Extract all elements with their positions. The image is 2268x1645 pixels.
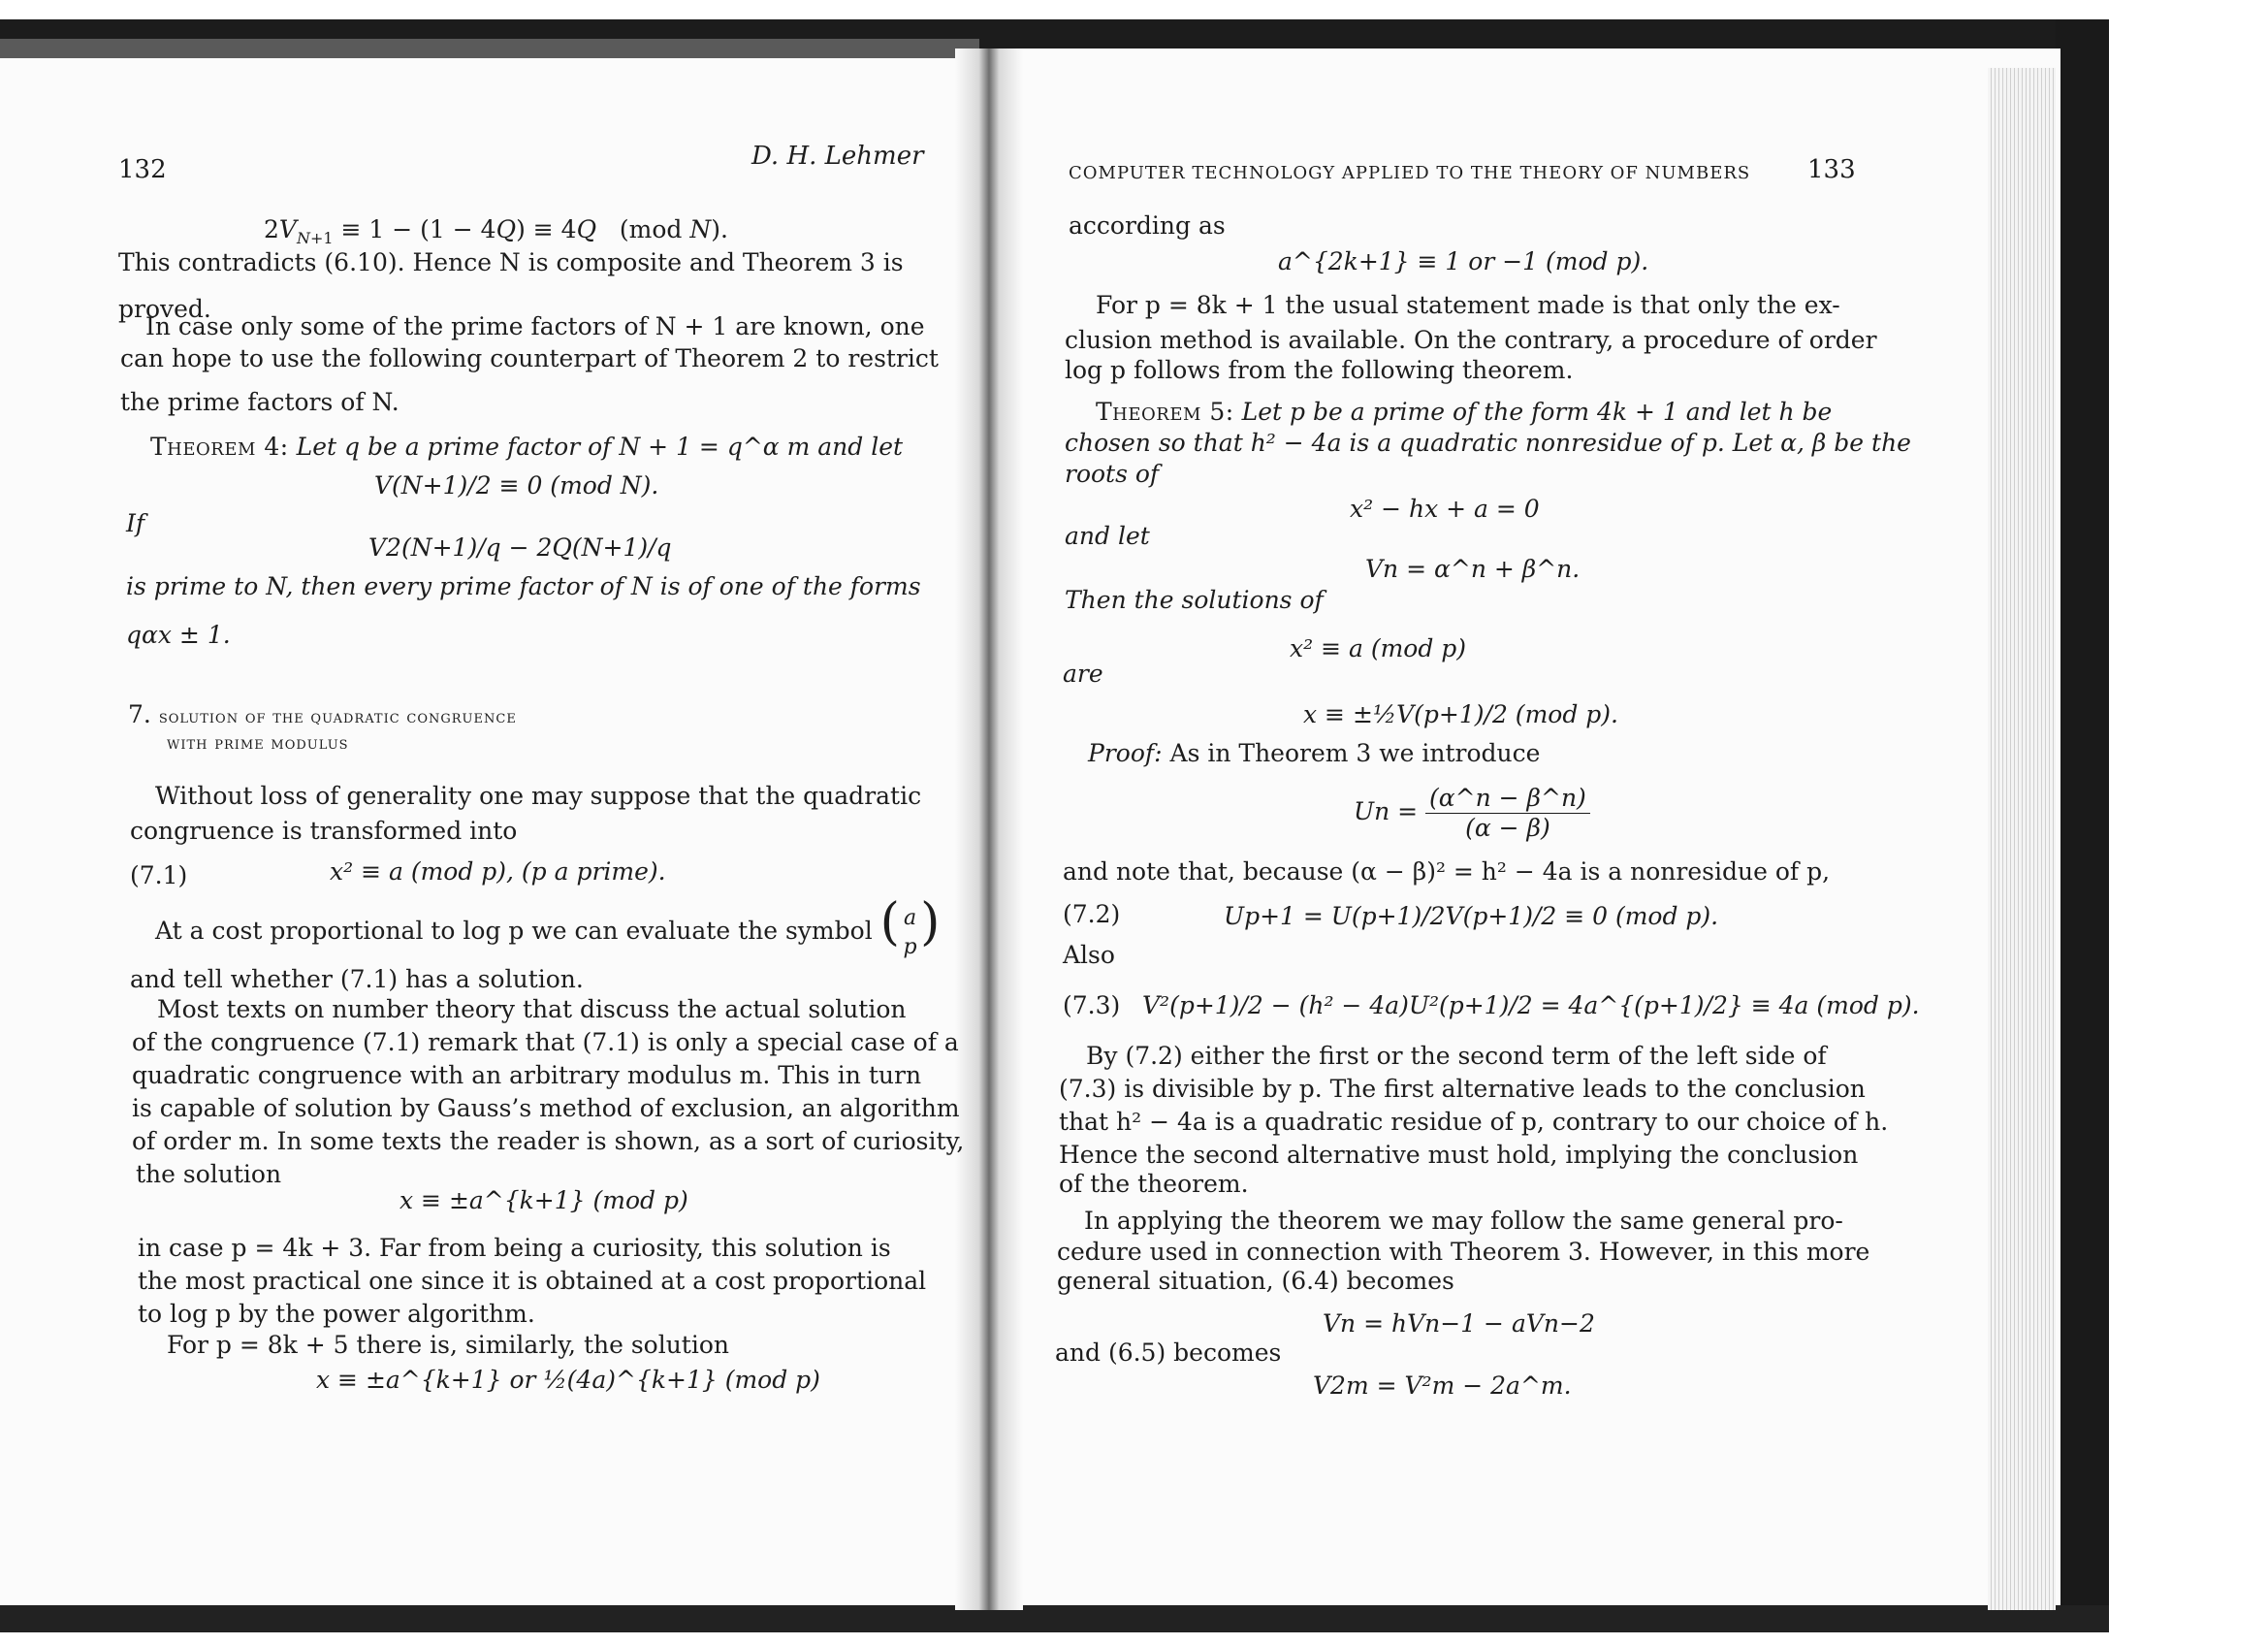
para1-line-2: congruence is transformed into <box>130 817 518 845</box>
equation-solution-2: x ≡ ±a^{k+1} or ½(4a)^{k+1} (mod p) <box>316 1366 820 1394</box>
equation-6-5: V2m = V²m − 2a^m. <box>1313 1371 1572 1400</box>
para3-line-2: of the congruence (7.1) remark that (7.1) is only a special case of a <box>132 1028 959 1056</box>
right-para2-line-2: (7.3) is divisible by p. The first alternative leads to the conclusion <box>1059 1075 1866 1103</box>
legendre-numerator: a <box>903 905 917 930</box>
right-para2-line-3: that h² − 4a is a quadratic residue of p, contrary to our choice of h. <box>1059 1108 1889 1136</box>
equation-7-2-label: (7.2) <box>1063 900 1121 928</box>
theorem4-heading <box>150 433 903 462</box>
para3-line-1: Most texts on number theory that discuss the actual solution <box>157 995 907 1023</box>
legendre-symbol-close: ) <box>920 893 941 952</box>
para2-line-1 <box>155 893 941 962</box>
right-para2-line-5: of the theorem. <box>1059 1170 1249 1198</box>
para4-line-4: For p = 8k + 5 there is, similarly, the solution <box>167 1331 730 1359</box>
note-line: and note that, because (α − β)² = h² − 4a is a nonresidue of p, <box>1063 857 1831 886</box>
equation-top: $2V_{N+1} \equiv 1 - (1 - 4Q) \equiv 4Q$ (mod N). <box>264 215 728 247</box>
right-running-head: COMPUTER TECHNOLOGY APPLIED TO THE THEORY OF NUMBERS <box>1069 163 1751 183</box>
legendre-symbol-open: ( <box>879 893 900 952</box>
theorem4-conclusion-2: qαx ± 1. <box>126 621 231 649</box>
para1-line-1: Without loss of generality one may suppose that the quadratic <box>155 782 922 810</box>
equation-un <box>1354 784 1590 843</box>
un-numerator: (α^n − β^n) <box>1425 784 1590 814</box>
equation-7-3: V²(p+1)/2 − (h² − 4a)U²(p+1)/2 = 4a^{(p+1)/2} ≡ 4a (mod p). <box>1142 991 1920 1019</box>
theorem5-heading <box>1096 398 1832 427</box>
equation-x-solution: x ≡ ±½V(p+1)/2 (mod p). <box>1303 700 1618 728</box>
equation-7-1-label: (7.1) <box>130 861 188 889</box>
left-line-4: can hope to use the following counterpart of Theorem 2 to restrict <box>120 344 939 372</box>
left-line-3: In case only some of the prime factors of N + 1 are known, one <box>145 312 925 340</box>
theorem5-text-2: chosen so that h² − 4a is a quadratic nonresidue of p. Let α, β be the <box>1065 429 1911 457</box>
equation-7-3-label: (7.3) <box>1063 991 1121 1019</box>
para2-text: At a cost proportional to log p we can evaluate the symbol <box>155 917 873 945</box>
theorem5-label: Theorem 5: <box>1096 398 1234 426</box>
theorem4-equation: V(N+1)/2 ≡ 0 (mod N). <box>374 471 659 500</box>
para3-line-5: of order m. In some texts the reader is shown, as a sort of curiosity, <box>132 1127 965 1155</box>
para3-line-4: is capable of solution by Gauss’s method of exclusion, an algorithm <box>132 1094 960 1122</box>
book-gutter <box>955 48 1023 1610</box>
un-denominator: (α − β) <box>1465 814 1550 842</box>
equation-7-2: Up+1 = U(p+1)/2V(p+1)/2 ≡ 0 (mod p). <box>1224 902 1719 930</box>
according-as: according as <box>1069 211 1226 240</box>
right-page-number: 133 <box>1807 155 1856 184</box>
left-line-1: This contradicts (6.10). Hence N is composite and Theorem 3 is <box>118 248 904 276</box>
left-line-5: the prime factors of N. <box>120 388 399 416</box>
right-para2-line-1: By (7.2) either the first or the second term of the left side of <box>1086 1042 1827 1070</box>
scan-right-shadow <box>2056 19 2109 1629</box>
right-para2-line-4: Hence the second alternative must hold, implying the conclusion <box>1059 1141 1859 1169</box>
right-para3-line-2: cedure used in connection with Theorem 3. However, in this more <box>1057 1238 1870 1266</box>
right-para3-line-1: In applying the theorem we may follow the same general pro- <box>1084 1207 1843 1235</box>
also-label: Also <box>1063 941 1115 969</box>
equation-solution-1: x ≡ ±a^{k+1} (mod p) <box>399 1186 688 1214</box>
section-title-line-2: with prime modulus <box>167 733 349 754</box>
para4-line-1: in case p = 4k + 3. Far from being a curiosity, this solution is <box>138 1234 891 1262</box>
right-para1-line-1: For p = 8k + 1 the usual statement made is that only the ex- <box>1096 291 1840 319</box>
right-para3-line-3: general situation, (6.4) becomes <box>1057 1267 1454 1295</box>
left-running-head: D. H. Lehmer <box>751 142 924 171</box>
legendre-denominator: p <box>903 934 917 959</box>
page-edges <box>1988 68 2056 1610</box>
para4-line-3: to log p by the power algorithm. <box>138 1300 535 1328</box>
if-label: If <box>126 509 145 537</box>
equation-roots: x² − hx + a = 0 <box>1350 495 1540 523</box>
equation-6-4: Vn = hVn−1 − aVn−2 <box>1323 1309 1595 1338</box>
theorem5-text-3: roots of <box>1065 460 1160 488</box>
theorem4-text: Let q be a prime factor of N + 1 = q^α m and let <box>296 433 904 461</box>
section-number: 7. <box>128 700 151 728</box>
theorem5-text-1: Let p be a prime of the form 4k + 1 and let h be <box>1241 398 1833 426</box>
equation-a-power: a^{2k+1} ≡ 1 or −1 (mod p). <box>1278 247 1649 275</box>
equation-vn: Vn = α^n + β^n. <box>1365 555 1581 583</box>
proof-line <box>1088 739 1540 768</box>
para3-line-6: the solution <box>136 1160 282 1188</box>
equation-7-1: x² ≡ a (mod p), (p a prime). <box>330 857 666 886</box>
then-solutions: Then the solutions of <box>1065 586 1324 614</box>
right-para1-line-3: log p follows from the following theorem. <box>1065 356 1574 384</box>
theorem4-equation-2: V2(N+1)/q − 2Q(N+1)/q <box>368 533 672 562</box>
and-let: and let <box>1065 522 1150 550</box>
right-para1-line-2: clusion method is available. On the contrary, a procedure of order <box>1065 326 1877 354</box>
proof-label: Proof: <box>1088 739 1163 767</box>
theorem4-conclusion-1: is prime to N, then every prime factor of N is of one of the forms <box>126 572 921 600</box>
left-page-number: 132 <box>118 155 167 184</box>
section-title-line-1: solution of the quadratic congruence <box>158 707 517 727</box>
scan-bottom-shadow <box>0 1605 2109 1632</box>
theorem4-label: Theorem 4: <box>150 433 289 461</box>
un-fraction <box>1425 784 1590 843</box>
and-6-5: and (6.5) becomes <box>1055 1339 1282 1367</box>
para2-line-2: and tell whether (7.1) has a solution. <box>130 965 584 993</box>
proof-text: As in Theorem 3 we introduce <box>1169 739 1541 767</box>
legendre-symbol <box>900 904 920 962</box>
left-line-2: proved. <box>118 295 211 323</box>
are-label: are <box>1063 660 1103 688</box>
un-lhs: Un = <box>1354 797 1419 825</box>
section-heading <box>128 700 517 732</box>
para3-line-3: quadratic congruence with an arbitrary modulus m. This in turn <box>132 1061 922 1089</box>
para4-line-2: the most practical one since it is obtained at a cost proportional <box>138 1267 927 1295</box>
equation-x-squared: x² ≡ a (mod p) <box>1290 634 1467 662</box>
